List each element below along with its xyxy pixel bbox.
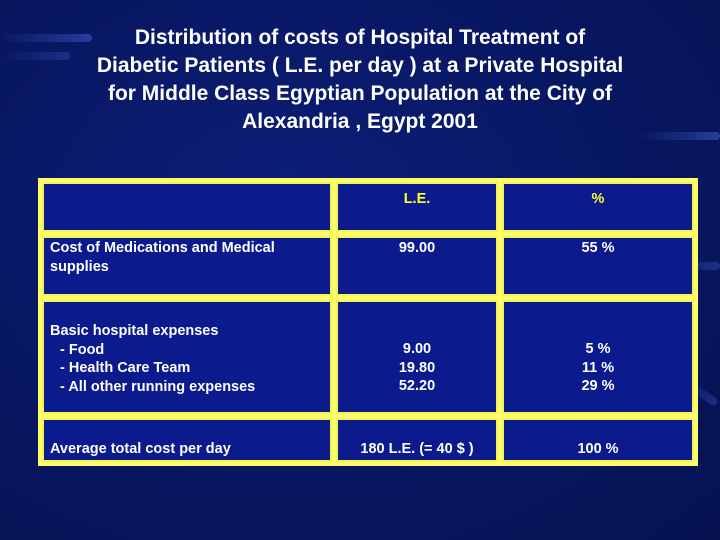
row-pct-value: 100 % <box>577 441 619 457</box>
table-row-le <box>336 418 498 462</box>
page-title <box>20 24 700 136</box>
row-label-text: Average total cost per day <box>50 441 231 457</box>
table-row-pct <box>502 236 694 296</box>
row-le-value: 180 L.E. (= 40 $ ) <box>360 441 474 457</box>
header-pct-cell <box>502 182 694 232</box>
table-row-label <box>42 300 332 414</box>
table-row-le <box>336 236 498 296</box>
row-pct-value: 11 % <box>581 359 615 376</box>
row-label-item: - Health Care Team <box>60 360 191 376</box>
row-label-text: supplies <box>50 258 109 275</box>
title-line: for Middle Class Egyptian Population at the City of <box>107 82 613 105</box>
header-le-cell <box>336 182 498 232</box>
row-le-value: 52.20 <box>398 378 436 394</box>
row-le-value: 99.00 <box>398 240 436 256</box>
header-pct: % <box>591 191 605 207</box>
row-le-value: 9.00 <box>402 341 432 357</box>
row-le-value: 19.80 <box>398 359 436 376</box>
row-pct-value: 29 % <box>581 378 615 394</box>
cost-table <box>38 178 698 466</box>
title-line: Diabetic Patients ( L.E. per day ) at a Private Hospital <box>96 54 624 77</box>
table-row-pct <box>502 300 694 414</box>
row-label-item: - All other running expenses <box>60 378 256 395</box>
table-row-pct <box>502 418 694 462</box>
header-empty-cell <box>42 182 332 232</box>
row-label-text: Basic hospital expenses <box>50 323 219 339</box>
table-row-label <box>42 236 332 296</box>
title-line: Alexandria , Egypt 2001 <box>242 110 478 133</box>
row-pct-value: 55 % <box>581 240 615 256</box>
table-row-le <box>336 300 498 414</box>
row-pct-value: 5 % <box>585 341 611 357</box>
row-label-text: Cost of Medications and Medical <box>50 240 275 256</box>
row-label-item: - Food <box>60 341 105 358</box>
table-row-label <box>42 418 332 462</box>
header-le: L.E. <box>403 191 431 207</box>
title-line: Distribution of costs of Hospital Treatment of <box>134 26 586 49</box>
